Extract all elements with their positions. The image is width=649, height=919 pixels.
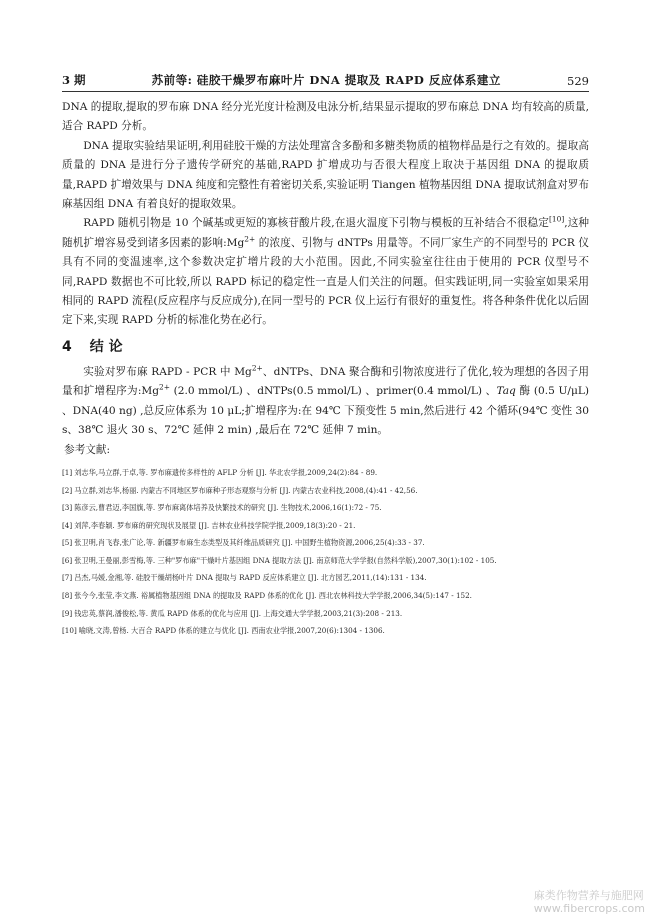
paragraph-3-text-b: ,这种随机扩增容易受到诸多因素的影响:Mg [62,217,589,249]
page-number: 529 [567,74,589,88]
conclusion-text-a: 实验对罗布麻 RAPD - PCR 中 Mg [83,365,252,378]
section-number: 4 [62,338,72,355]
reference-number: [7] [62,573,73,583]
reference-number: [1] [62,467,73,477]
reference-text: 钱忠英,蔡润,潘俊松,等. 黄瓜 RAPD 体系的优化与应用 [J]. 上海交通大学学报,2003,21(3):208 - 213. [74,608,403,618]
reference-item [62,587,589,605]
reference-text: 张今今,张莹,李文燕. 裕属植物基因组 DNA 的提取及 RAPD 体系的优化 [J]. 西北农林科技大学学报,2006,34(5):147 - 152. [74,591,472,601]
reference-item [62,517,589,535]
mg-superscript: 2+ [244,234,256,244]
section-heading-conclusion [62,337,589,357]
section-title: 结 论 [89,338,123,355]
reference-item [62,499,589,517]
reference-number: [10] [62,626,77,636]
reference-number: [5] [62,538,73,548]
reference-text: 马立群,刘志华,杨丽. 内蒙古不同地区罗布麻种子形态观察与分析 [J]. 内蒙古农业科技,2008,(4):41 - 42,56. [74,485,418,495]
reference-item [62,569,589,587]
paragraph-3 [62,214,589,330]
issue-label: 3 期 [62,73,86,87]
watermark [534,889,645,915]
reference-list [62,464,589,640]
reference-text: 陈彦云,曹君迈,李国旗,等. 罗布麻离体培养及快繁技术的研究 [J]. 生物技术,2006,16(1):72 - 75. [74,503,382,513]
citation-10: [10] [549,214,565,224]
mg-superscript-2: 2+ [159,382,170,392]
reference-item [62,534,589,552]
running-title: 苏前等: 硅胶干燥罗布麻叶片 DNA 提取及 RAPD 反应体系建立 [151,73,501,87]
reference-number: [2] [62,485,73,495]
paragraph-3-text-a: RAPD 随机引物是 10 个碱基或更短的寡核苷酸片段,在退火温度下引物与模板的互补结合不很稳定 [83,217,549,230]
taq-italic: Taq [496,385,516,398]
watermark-url: www.fibercrops.com [533,902,645,915]
paragraph-1: DNA 的提取,提取的罗布麻 DNA 经分光光度计检测及电泳分析,结果显示提取的罗布麻总 DNA 均有较高的质量,适合 RAPD 分析。 [62,101,589,133]
page-body [62,98,589,640]
conclusion-paragraph [62,363,589,441]
conclusion-text-b: 、dNTPs、DNA 聚合酶和引物浓度进行了优化,较为理想的各因子用量和扩增程序为:Mg [62,365,589,398]
conclusion-text-c: (2.0 mmol/L) 、dNTPs(0.5 mmol/L) 、primer(0.4 mmol/L) 、 [169,385,497,398]
reference-number: [4] [62,520,73,530]
reference-number: [3] [62,503,73,513]
conclusion-text-d: 酶 (0.5 U/μL) 、DNA(40 ng) ,总反应体系为 10 μL;扩增程序为:在 94℃ 下预变性 5 min,然后进行 42 个循环(94℃ 变性 30 s、38℃ 退火 30 s、72℃ 延伸 2 min) ,最后在 72℃ 延伸 7 min。 [62,385,590,437]
reference-text: 喻晓,文涛,曾杨. 大百合 RAPD 体系的建立与优化 [J]. 西南农业学报,2007,20(6):1304 - 1306. [78,626,385,636]
reference-text: 张卫明,王曼丽,彭雪梅,等. 三种"罗布麻"干燥叶片基因组 DNA 提取方法 [J]. 南京师范大学学报(自然科学版),2007,30(1):102 - 105. [74,555,497,565]
reference-item [62,622,589,640]
references-title: 参考文献: [64,443,111,456]
reference-number: [9] [62,608,73,618]
reference-number: [8] [62,591,73,601]
reference-text: 吕杰,马媛,金湘,等. 硅胶干燥胡杨叶片 DNA 提取与 RAPD 反应体系建立 [J]. 北方园艺,2011,(14):131 - 134. [74,573,427,583]
reference-text: 刘萍,李春颖. 罗布麻的研究现状及展望 [J]. 吉林农业科技学院学报,2009,18(3):20 - 21. [74,520,356,530]
reference-text: 刘志华,马立群,于卓,等. 罗布麻遗传多样性的 AFLP 分析 [J]. 华北农学报,2009,24(2):84 - 89. [74,467,378,477]
reference-text: 张卫明,肖飞春,张广论,等. 新疆罗布麻生态类型及其纤维品质研究 [J]. 中国野生植物资源,2006,25(4):33 - 37. [74,538,425,548]
reference-item [62,605,589,623]
paragraph-3-text-c: 的浓度、引物与 dNTPs 用量等。不同厂家生产的不同型号的 PCR 仪具有不同的变温速率,这个参数决定扩增片段的大小范围。因此,不同实验室往往由于使用的 PCR 仪型号不同,RAPD 数据也不可比较,所以 RAPD 标记的稳定性一直是人们关注的问题。但实践证明,同一实验室如果采用相同的 RAPD 流程(反应程序与反应成分),在同一型号的 PCR 仪上运行有很好的重复性。将各种条件优化以后固定下来,实现 RAPD 分析的标准化势在必行。 [62,236,589,327]
watermark-site-name: 麻类作物营养与施肥网 [533,889,644,902]
header-rule [62,91,589,92]
mg-superscript-1: 2+ [251,363,263,373]
reference-number: [6] [62,555,73,565]
paragraph-2: DNA 提取实验结果证明,利用硅胶干燥的方法处理富含多酚和多糖类物质的植物样品是行之有效的。提取高质量的 DNA 是进行分子遗传学研究的基础,RAPD 扩增成功与否很大程度上取决于基因组 DNA 的提取质量,RAPD 扩增效果与 DNA 纯度和完整性有着密切关系,实验证明 Tiangen 植物基因组 DNA 提取试剂盒对罗布麻基因组 DNA 有着良好的提取效果。 [62,139,589,211]
reference-item [62,482,589,500]
running-header [62,72,589,88]
reference-item [62,464,589,482]
reference-item [62,552,589,570]
